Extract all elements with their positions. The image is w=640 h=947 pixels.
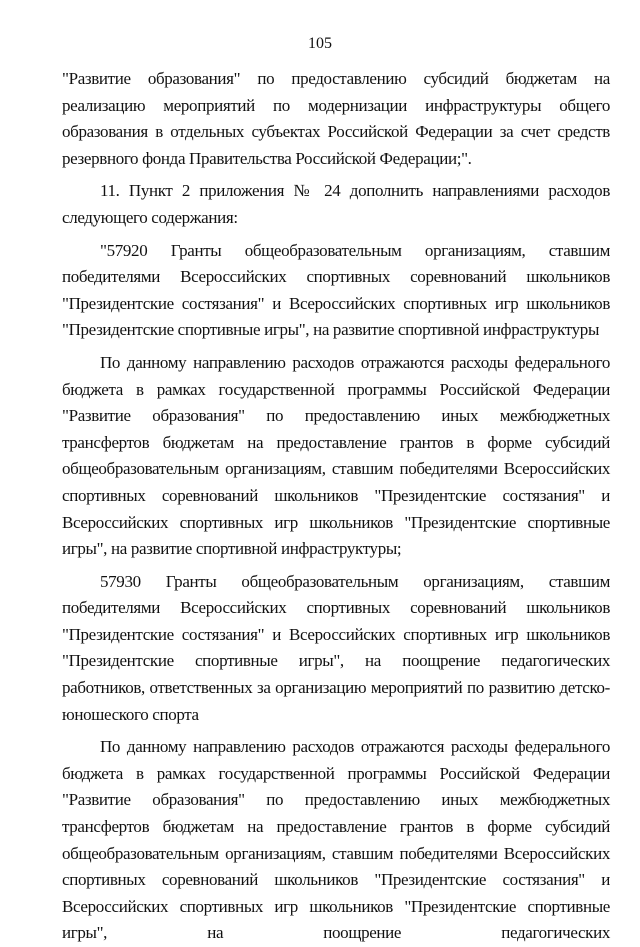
paragraph-continuation: "Развитие образования" по предоставлению субсидий бюджетам на реализацию мероприятий по модернизации инфраструктуры общего образования в отдельных субъектах Российской Федерации за счет средств резервного фонда Правительства Российской Федерации;". (62, 69, 610, 168)
paragraph-description-57920: По данному направлению расходов отражаются расходы федерального бюджета в рамках государственной программы Российской Федерации "Развитие образования" по предоставлению иных межбюджетных трансфертов бюджетам на предоставление грантов в форме субсидий общеобразовательным организациям, ставшим победителями Всероссийских спортивных соревнований школьников "Президентские состязания" и Всероссийских спортивных игр школьников "Президентские спортивные игры", на развитие спортивной инфраструктуры; (62, 352, 610, 559)
document-body (62, 66, 610, 947)
page-number: 105 (308, 35, 332, 52)
paragraph-code-57930: 57930 Гранты общеобразовательным организациям, ставшим победителями Всероссийских спортивных соревнований школьников "Президентские состязания" и Всероссийских спортивных игр школьников "Президентские спортивные игры", на поощрение педагогических работников, ответственных за организацию мероприятий по развитию детско-юношеского спорта (62, 571, 610, 724)
paragraph-code-57920: "57920 Гранты общеобразовательным организациям, ставшим победителями Всероссийских спортивных соревнований школьников "Президентские состязания" и Всероссийских спортивных игр школьников "Президентские спортивные игры", на развитие спортивной инфраструктуры (62, 240, 610, 340)
paragraph-description-57930: По данному направлению расходов отражаются расходы федерального бюджета в рамках государственной программы Российской Федерации "Развитие образования" по предоставлению иных межбюджетных трансфертов бюджетам на предоставление грантов в форме субсидий общеобразовательным организациям, ставшим победителями Всероссийских спортивных соревнований школьников "Президентские состязания" и Всероссийских спортивных игр школьников "Президентские спортивные игры", на поощрение педагогических (62, 737, 610, 943)
paragraph-item-11: 11. Пункт 2 приложения № 24 дополнить направлениями расходов следующего содержания: (62, 181, 610, 227)
